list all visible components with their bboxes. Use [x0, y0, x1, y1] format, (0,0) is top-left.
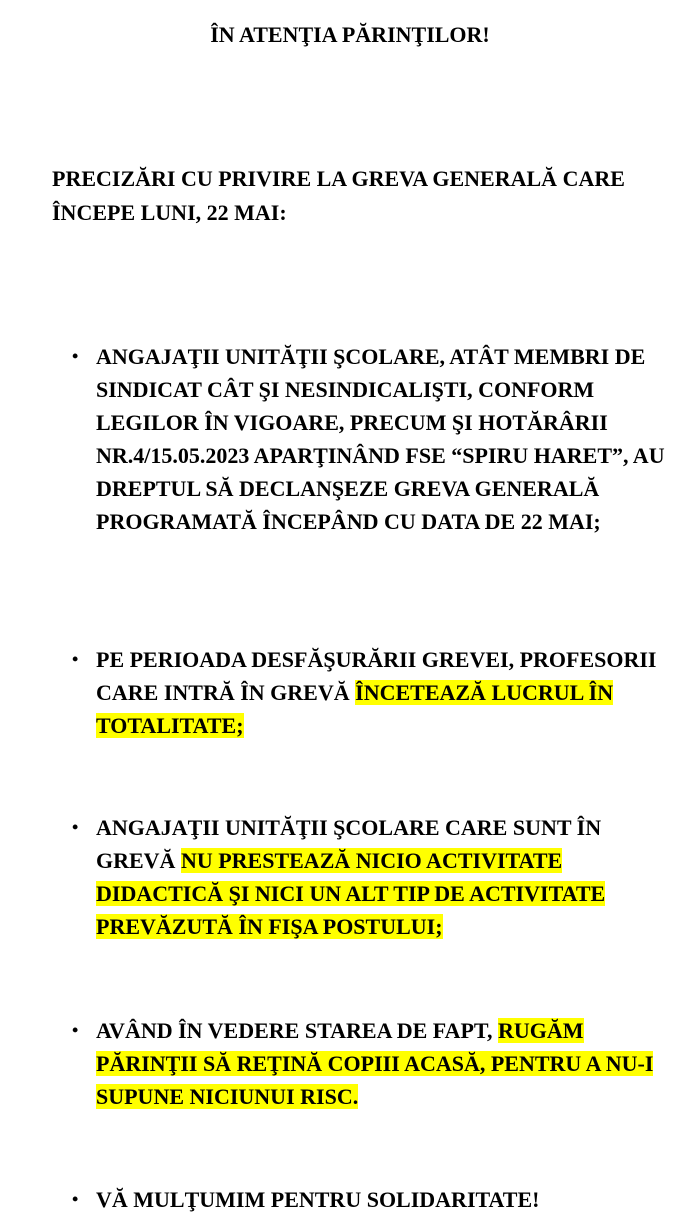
bullet-dot-icon: •: [72, 1020, 79, 1040]
list-item: [72, 643, 676, 742]
intro-heading: PRECIZĂRI CU PRIVIRE LA GREVA GENERALĂ CARE ÎNCEPE LUNI, 22 MAI:: [52, 166, 625, 225]
list-item: [72, 1183, 676, 1216]
list-item: [72, 340, 676, 538]
bullet-dot-icon: •: [72, 346, 79, 366]
bullet-text: ANGAJAŢII UNITĂŢII ŞCOLARE, ATÂT MEMBRI DE SINDICAT CÂT ŞI NESINDICALIŞTI, CONFORM LEGILOR ÎN VIGOARE, PRECUM ŞI HOTĂRÂRII NR.4/15.05.2023 APARŢINÂND FSE “SPIRU HARET”, AU DREPTUL SĂ DECLANŞEZE GREVA GENERALĂ PROGRAMATĂ ÎNCEPÂND CU DATA DE 22 MAI;: [96, 344, 665, 534]
bullet-dot-icon: •: [72, 1189, 79, 1209]
list-item: [72, 811, 676, 943]
list-item: [72, 1014, 676, 1113]
highlighted-text: NU PRESTEAZĂ NICIO ACTIVITATE DIDACTICĂ ŞI NICI UN ALT TIP DE ACTIVITATE PREVĂZUTĂ ÎN FIŞA POSTULUI;: [96, 848, 606, 939]
bullet-text: VĂ MULŢUMIM PENTRU SOLIDARITATE!: [96, 1187, 540, 1212]
page-title: ÎN ATENŢIA PĂRINŢILOR!: [210, 22, 490, 47]
highlighted-text: ÎNCETEAZĂ LUCRUL ÎN TOTALITATE;: [96, 680, 614, 738]
highlighted-text: RUGĂM PĂRINŢII SĂ REŢINĂ COPIII ACASĂ, PENTRU A NU-I SUPUNE NICIUNUI RISC.: [96, 1018, 654, 1109]
bullet-dot-icon: •: [72, 817, 79, 837]
bullet-text: PE PERIOADA DESFĂŞURĂRII GREVEI, PROFESORII CARE INTRĂ ÎN GREVĂ: [96, 647, 657, 705]
bullet-text: ANGAJAŢII UNITĂŢII ŞCOLARE CARE SUNT ÎN GREVĂ: [96, 815, 602, 873]
bullet-dot-icon: •: [72, 649, 79, 669]
bullet-text: AVÂND ÎN VEDERE STAREA DE FAPT,: [96, 1018, 498, 1043]
